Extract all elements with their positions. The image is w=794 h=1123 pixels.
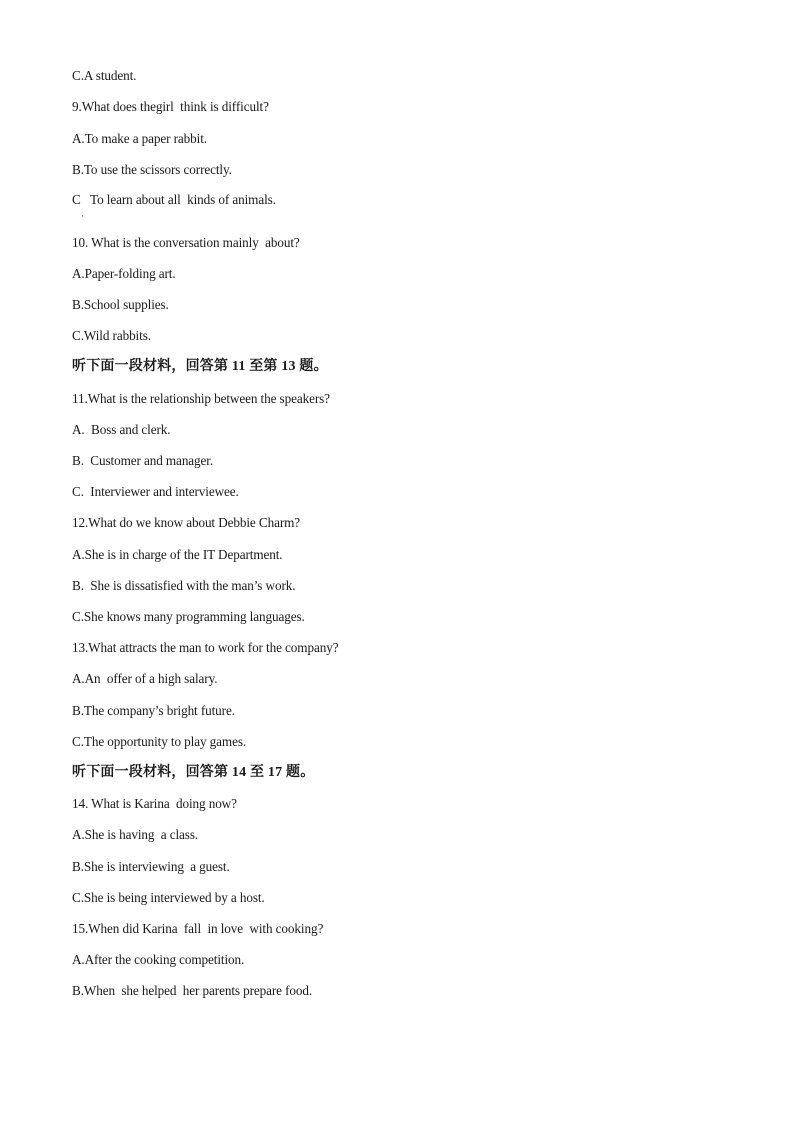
- q15-option-a: A.After the cooking competition.: [72, 952, 245, 967]
- q14-question: 14. What is Karina doing now?: [72, 796, 237, 811]
- q10-question: 10. What is the conversation mainly about?: [72, 235, 300, 250]
- q13-option-a: A.An offer of a high salary.: [72, 671, 218, 686]
- stray-mark: ·: [81, 211, 84, 221]
- q11-option-a: A. Boss and clerk.: [72, 422, 171, 437]
- section-heading-14-17: 听下面一段材料，回答第 14 至 17 题。: [72, 765, 315, 780]
- q15-question: 15.When did Karina fall in love with cooking?: [72, 921, 324, 936]
- q13-option-c: C.The opportunity to play games.: [72, 734, 247, 749]
- q14-option-a: A.She is having a class.: [72, 827, 199, 842]
- q11-question: 11.What is the relationship between the speakers?: [72, 391, 330, 406]
- q9-question: 9.What does thegirl think is difficult?: [72, 99, 269, 114]
- q12-option-a: A.She is in charge of the IT Department.: [72, 547, 283, 562]
- q12-option-b: B. She is dissatisfied with the man’s work.: [72, 578, 296, 593]
- q11-option-b: B. Customer and manager.: [72, 453, 214, 468]
- q9-option-a: A.To make a paper rabbit.: [72, 131, 207, 146]
- q10-option-b: B.School supplies.: [72, 297, 169, 312]
- section-heading-11-13: 听下面一段材料，回答第 11 至第 13 题。: [72, 359, 328, 374]
- q14-option-c: C.She is being interviewed by a host.: [72, 890, 265, 905]
- q13-question: 13.What attracts the man to work for the company?: [72, 640, 339, 655]
- q9-option-b: B.To use the scissors correctly.: [72, 162, 232, 177]
- q14-option-b: B.She is interviewing a guest.: [72, 859, 230, 874]
- q10-option-a: A.Paper-folding art.: [72, 266, 176, 281]
- q9-option-c: C To learn about all kinds of animals.: [72, 192, 276, 207]
- q12-option-c: C.She knows many programming languages.: [72, 609, 305, 624]
- q15-option-b: B.When she helped her parents prepare food.: [72, 983, 313, 998]
- q8-option-c: C.A student.: [72, 68, 137, 83]
- q12-question: 12.What do we know about Debbie Charm?: [72, 515, 301, 530]
- q11-option-c: C. Interviewer and interviewee.: [72, 484, 239, 499]
- q10-option-c: C.Wild rabbits.: [72, 328, 151, 343]
- q13-option-b: B.The company’s bright future.: [72, 703, 235, 718]
